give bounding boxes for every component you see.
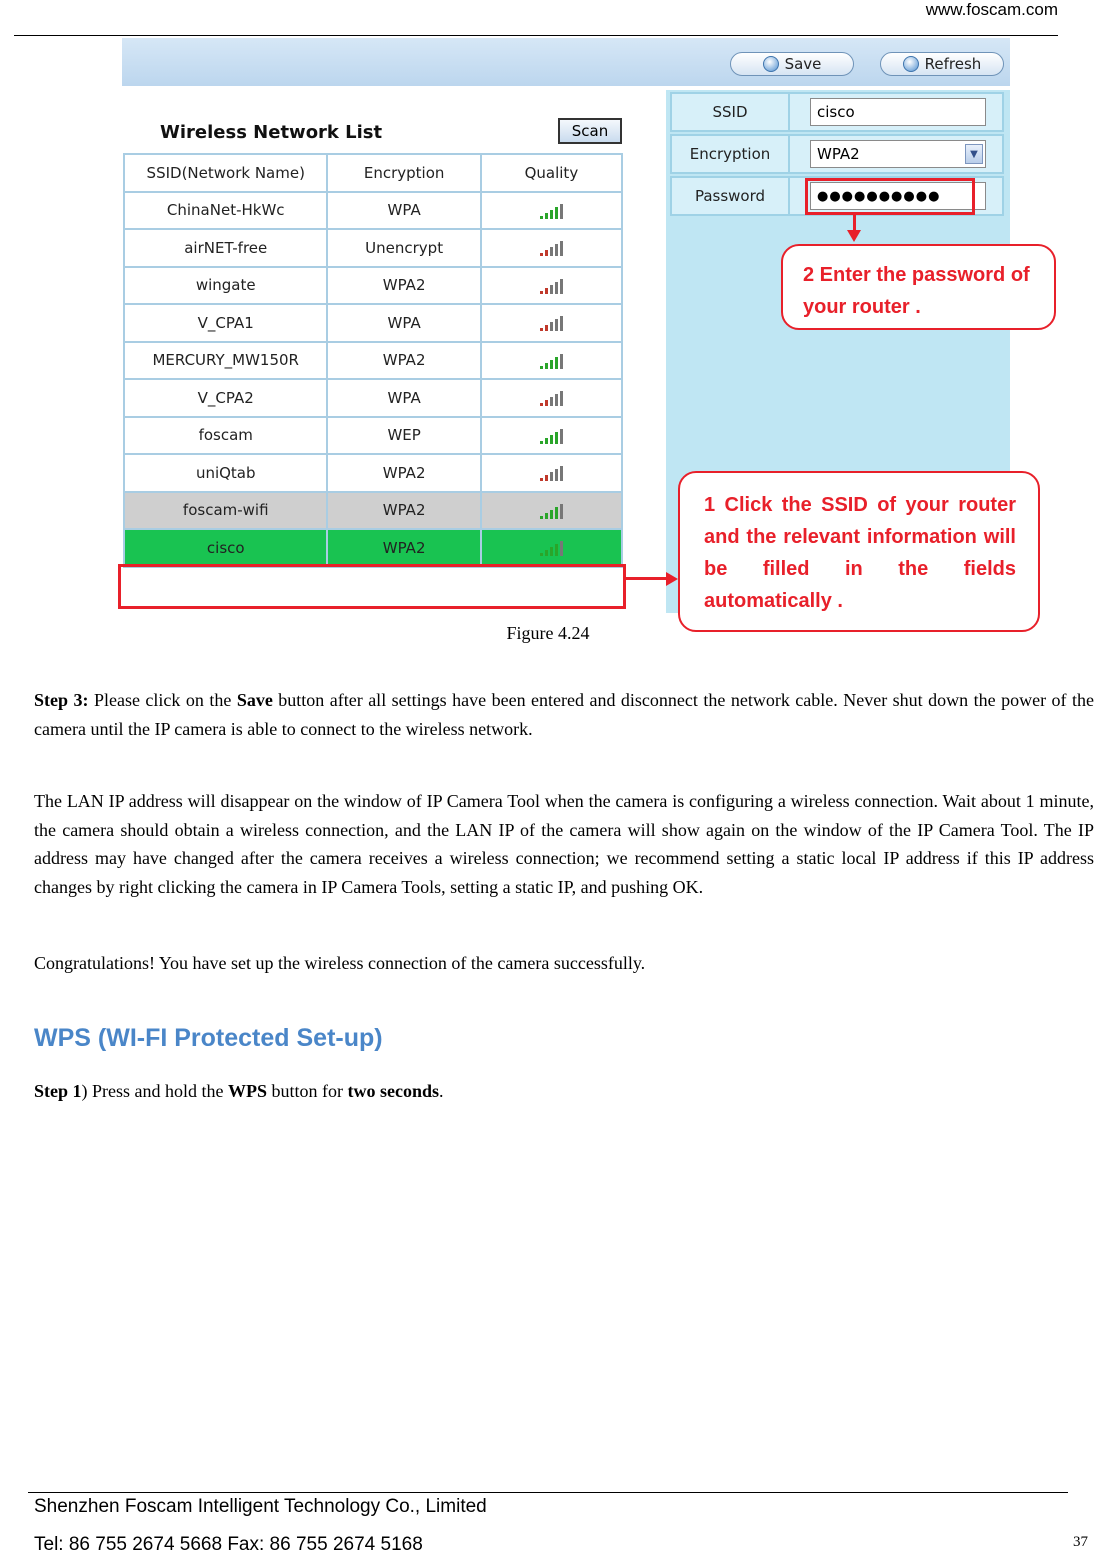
step3-paragraph (34, 686, 1094, 743)
scan-button[interactable]: Scan (558, 118, 622, 144)
step1-paragraph (34, 1077, 1094, 1106)
ssid-row (670, 92, 1004, 132)
cell-encryption: WPA (327, 379, 480, 417)
signal-strength-icon (540, 353, 563, 369)
ssid-callout: 1 Click the SSID of your router and the relevant information will be filled in the fields automatically . (678, 471, 1040, 632)
password-callout: 2 Enter the password of your router . (781, 244, 1056, 330)
password-input[interactable]: ●●●●●●●●●● (810, 182, 986, 210)
table-row[interactable] (124, 454, 622, 492)
table-row[interactable] (124, 492, 622, 530)
column-header-quality: Quality (481, 154, 622, 192)
lan-ip-paragraph: The LAN IP address will disappear on the window of IP Camera Tool when the camera is configuring a wireless connection. Wait about 1 minute, the camera should obtain a wireless connection, and the LAN IP of the camera will show again on the window of the IP Camera Tool. The IP address may have changed after the camera receives a wireless connection; we recommend setting a static local IP address if this IP address changes by right clicking the camera in IP Camera Tools, setting a static IP, and pushing OK. (34, 791, 1094, 897)
cell-quality (481, 379, 622, 417)
column-header-ssid: SSID(Network Name) (124, 154, 327, 192)
cell-ssid: ChinaNet-HkWc (124, 192, 327, 230)
encryption-select-value: WPA2 (817, 145, 860, 163)
cisco-row-highlight-box (118, 564, 626, 609)
refresh-label: Refresh (924, 55, 982, 73)
table-row[interactable] (124, 267, 622, 305)
cell-ssid: uniQtab (124, 454, 327, 492)
save-label: Save (784, 55, 822, 73)
ssid-label: SSID (672, 94, 790, 130)
step1-label: Step 1 (34, 1081, 82, 1101)
step1-duration: two seconds (347, 1081, 440, 1101)
step1-paren: ) (81, 1081, 88, 1101)
footer-contact: Tel: 86 755 2674 5668 Fax: 86 755 2674 5168 (34, 1534, 423, 1555)
signal-strength-icon (540, 203, 563, 219)
cell-ssid: MERCURY_MW150R (124, 342, 327, 380)
cell-quality (481, 192, 622, 230)
table-row[interactable] (124, 342, 622, 380)
cell-quality (481, 454, 622, 492)
signal-strength-icon (540, 428, 563, 444)
signal-strength-icon (540, 540, 563, 556)
wireless-list-panel (122, 90, 660, 613)
wireless-list-title: Wireless Network List (160, 122, 383, 143)
arrow-right-icon (666, 572, 678, 586)
signal-strength-icon (540, 503, 563, 519)
cell-quality (481, 492, 622, 530)
cell-quality (481, 229, 622, 267)
step3-label: Step 3: (34, 690, 89, 710)
table-row[interactable] (124, 229, 622, 267)
wps-heading: WPS (WI-FI Protected Set-up) (34, 1024, 383, 1052)
cell-ssid: V_CPA1 (124, 304, 327, 342)
chevron-down-icon[interactable]: ▼ (965, 144, 983, 164)
column-header-encryption: Encryption (327, 154, 480, 192)
signal-strength-icon (540, 465, 563, 481)
wireless-table-body (124, 192, 622, 567)
cell-encryption: WPA2 (327, 492, 480, 530)
step1-end: . (439, 1081, 444, 1101)
refresh-button[interactable] (880, 52, 1004, 76)
cell-ssid: cisco (124, 529, 327, 567)
step3-save-word: Save (236, 690, 273, 710)
site-url[interactable]: www.foscam.com (925, 0, 1058, 19)
cell-ssid: foscam-wifi (124, 492, 327, 530)
table-row[interactable] (124, 417, 622, 455)
refresh-icon (903, 56, 919, 72)
password-highlight-box (805, 178, 975, 215)
cell-ssid: foscam (124, 417, 327, 455)
wireless-network-table (123, 153, 623, 568)
table-header-row (124, 154, 622, 192)
signal-strength-icon (540, 390, 563, 406)
table-row[interactable] (124, 304, 622, 342)
cell-quality (481, 417, 622, 455)
password-label: Password (672, 178, 790, 214)
ssid-input[interactable]: cisco (810, 98, 986, 126)
cell-encryption: WPA (327, 192, 480, 230)
cell-quality (481, 304, 622, 342)
save-button[interactable] (730, 52, 854, 76)
cell-ssid: wingate (124, 267, 327, 305)
footer-company: Shenzhen Foscam Intelligent Technology Co., Limited (34, 1496, 487, 1517)
table-row[interactable] (124, 192, 622, 230)
signal-strength-icon (540, 240, 563, 256)
cell-quality (481, 267, 622, 305)
step1-wps-word: WPS (228, 1081, 268, 1101)
header-rule (14, 35, 1058, 36)
page-number: 37 (1073, 1534, 1088, 1550)
cell-quality (481, 342, 622, 380)
encryption-select[interactable] (810, 140, 986, 168)
step3-text-a: Please click on the (88, 690, 237, 710)
cell-ssid: airNET-free (124, 229, 327, 267)
cell-encryption: WEP (327, 417, 480, 455)
congratulations-text: Congratulations! You have set up the wireless connection of the camera successfully. (34, 953, 646, 973)
table-row[interactable] (124, 379, 622, 417)
toolbar (122, 38, 1010, 86)
ssid-callout-arrow-line (626, 577, 668, 580)
save-icon (763, 56, 779, 72)
cell-encryption: WPA2 (327, 342, 480, 380)
signal-strength-icon (540, 315, 563, 331)
arrow-down-icon (847, 230, 861, 242)
cell-ssid: V_CPA2 (124, 379, 327, 417)
footer-rule (28, 1492, 1068, 1493)
cell-encryption: WPA (327, 304, 480, 342)
signal-strength-icon (540, 278, 563, 294)
step1-text-b: button for (267, 1081, 348, 1101)
table-row[interactable] (124, 529, 622, 567)
encryption-label: Encryption (672, 136, 790, 172)
cell-encryption: Unencrypt (327, 229, 480, 267)
cell-quality (481, 529, 622, 567)
step3-text-b: button after all settings have been entered and disconnect the network cable. Never shut down the power of the camera until the IP camera is able to connect to the wireless network. (34, 690, 1095, 739)
figure-caption: Figure 4.24 (506, 623, 590, 643)
cell-encryption: WPA2 (327, 454, 480, 492)
step1-text-a: Press and hold the (87, 1081, 228, 1101)
cell-encryption: WPA2 (327, 529, 480, 567)
encryption-row (670, 134, 1004, 174)
cell-encryption: WPA2 (327, 267, 480, 305)
